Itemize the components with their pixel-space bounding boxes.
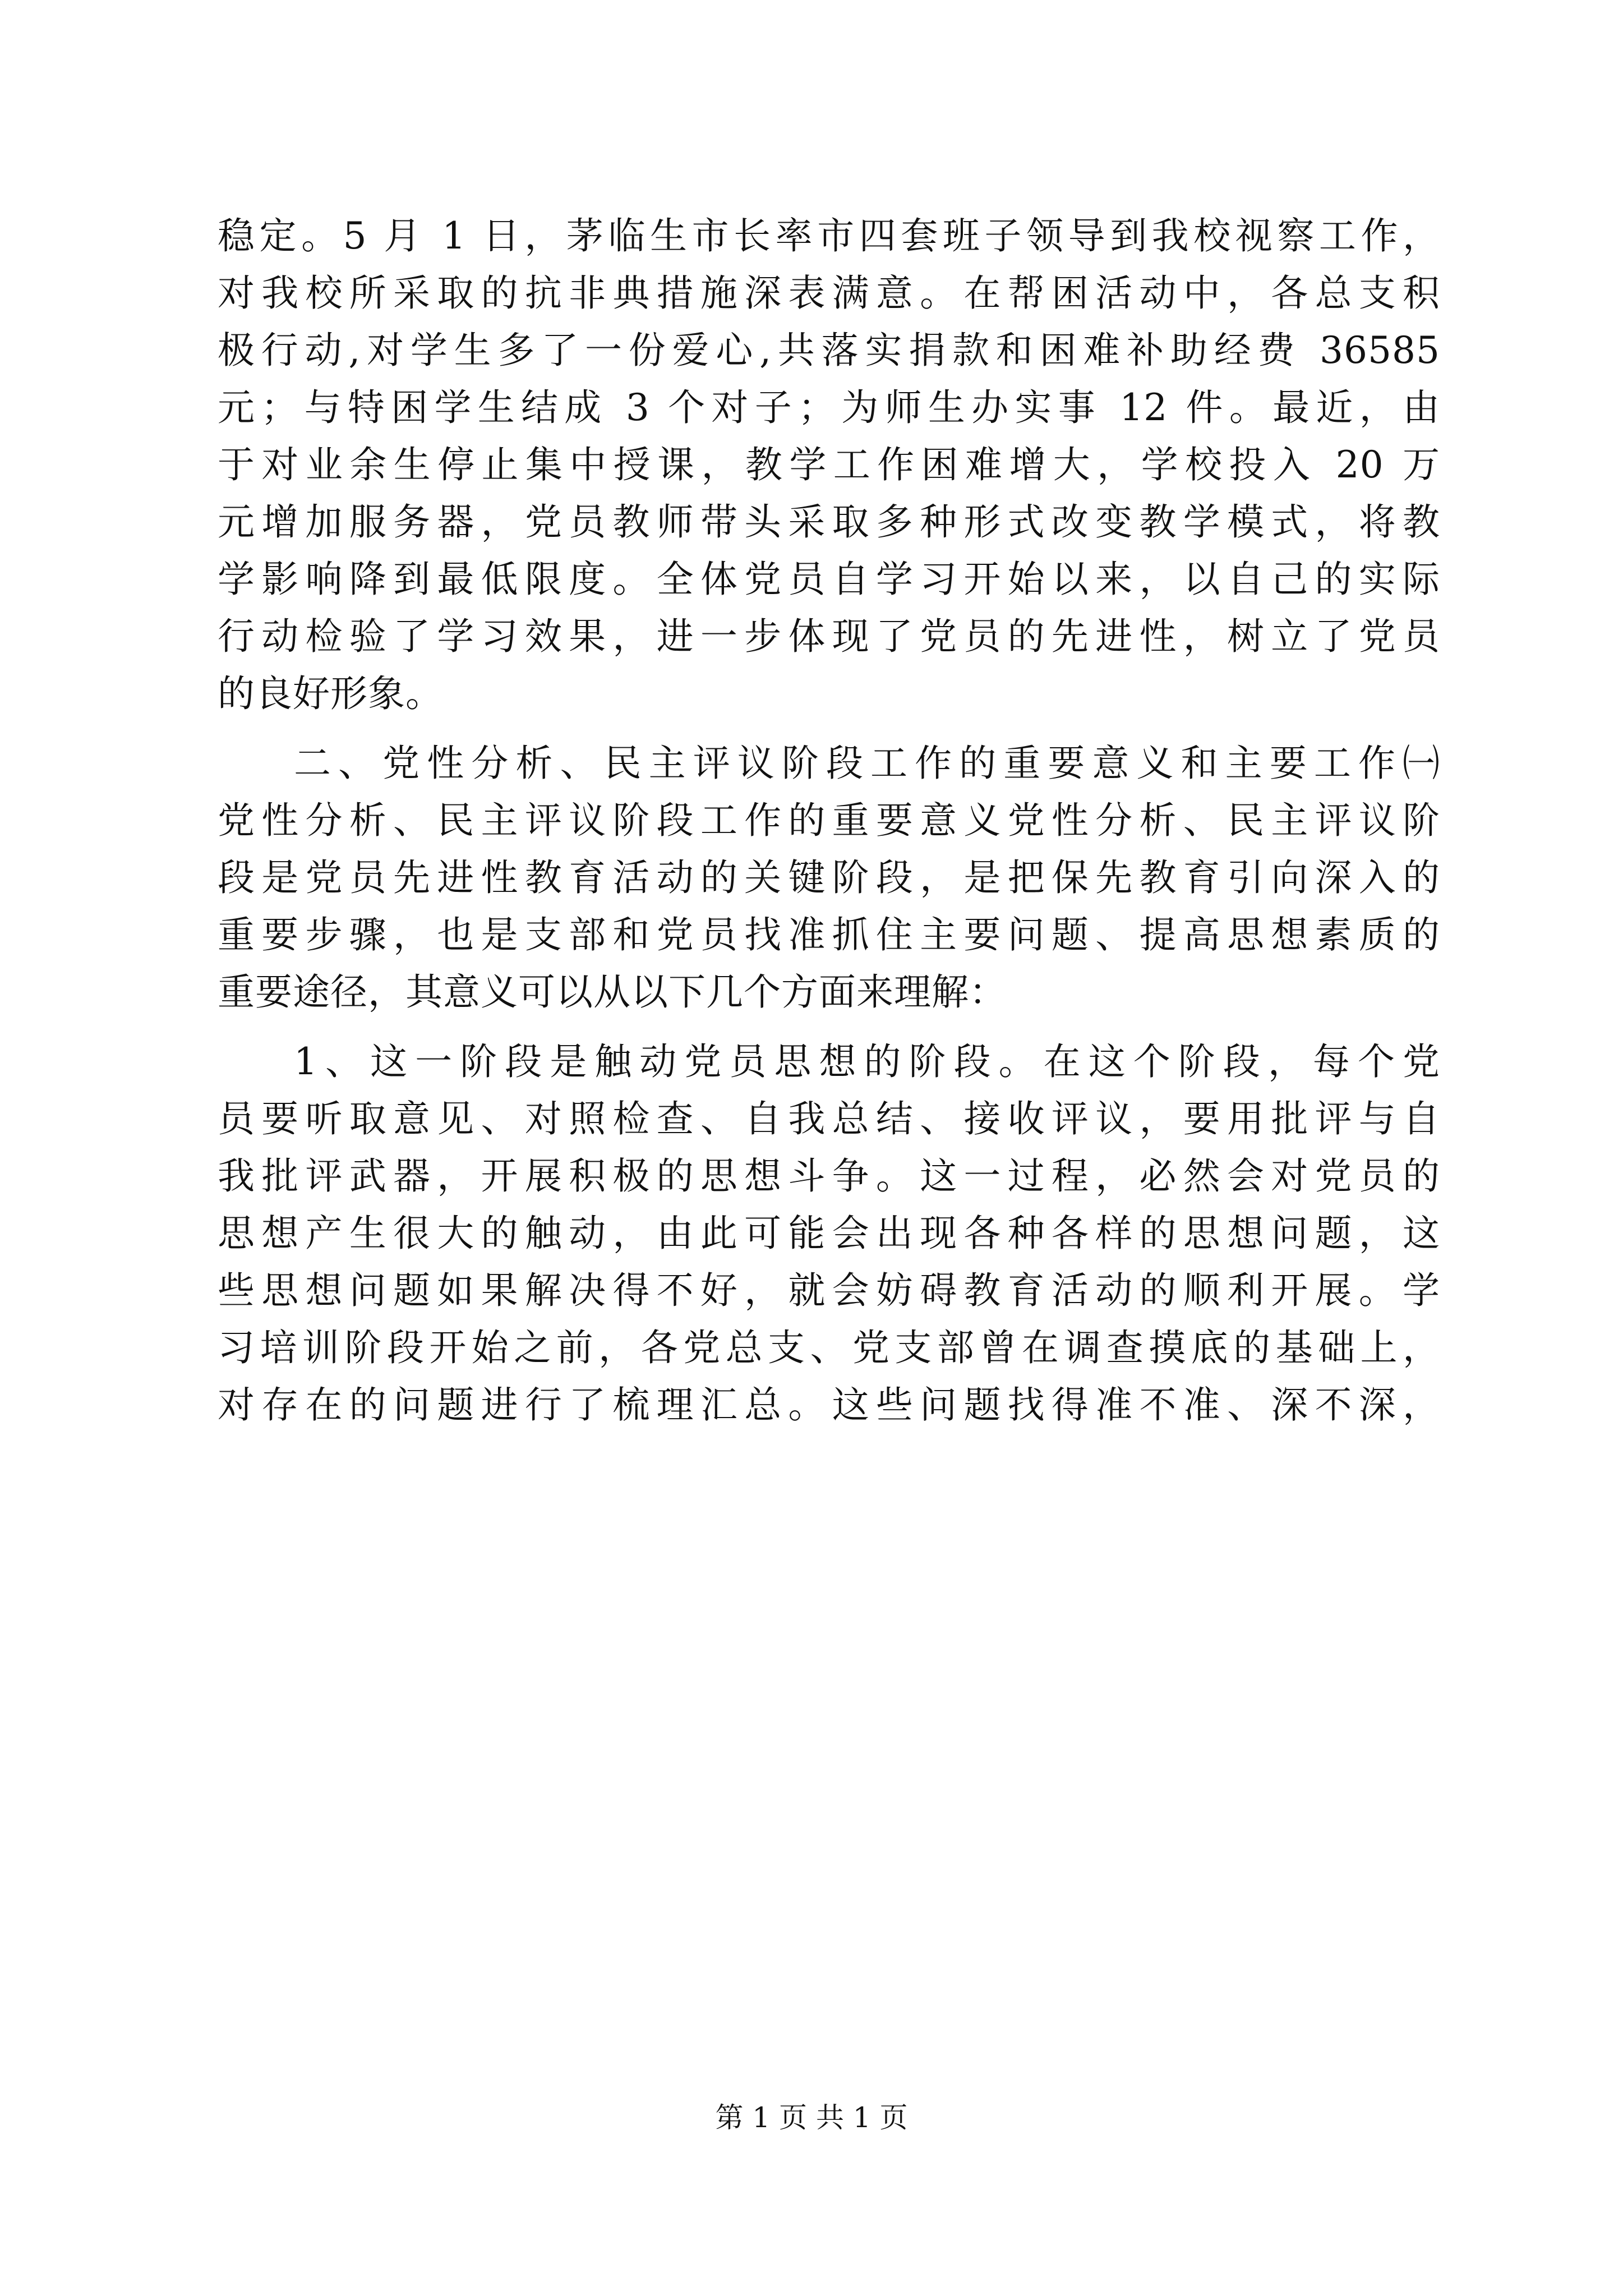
paragraph-1 [218,208,1440,723]
text-line: 稳定。5 月 1 日，茅临生市长率市四套班子领导到我校视察工作， [218,214,1440,257]
text-line: 重要步骤，也是支部和党员找准抓住主要问题、提高思想素质的 [218,913,1440,956]
text-line: 思想产生很大的触动，由此可能会出现各种各样的思想问题，这 [218,1212,1440,1255]
text-line: 党性分析、民主评议阶段工作的重要意义党性分析、民主评议阶 [218,799,1440,842]
text-line: 极行动,对学生多了一份爱心,共落实捐款和困难补助经费 36585 [218,329,1440,372]
text-line: 我批评武器，开展积极的思想斗争。这一过程，必然会对党员的 [218,1154,1440,1198]
text-line: 员要听取意见、对照检查、自我总结、接收评议，要用批评与自 [218,1097,1440,1140]
text-line: 些思想问题如果解决得不好，就会妨碍教育活动的顺利开展。学 [218,1269,1440,1312]
text-line: 重要途径，其意义可以从以下几个方面来理解： [218,970,1007,1014]
text-line: 元；与特困学生结成 3 个对子；为师生办实事 12 件。最近，由 [218,386,1440,429]
text-line: 习培训阶段开始之前，各党总支、党支部曾在调查摸底的基础上， [218,1326,1440,1369]
page-footer: 第 1 页 共 1 页 [715,2101,908,2134]
text-line: 的良好形象。 [218,672,443,715]
text-line: 段是党员先进性教育活动的关键阶段，是把保先教育引向深入的 [218,856,1440,899]
section-heading-line: 二、党性分析、民主评议阶段工作的重要意义和主要工作㈠ [294,742,1440,785]
document-body [218,208,1440,1434]
text-line: 行动检验了学习效果，进一步体现了党员的先进性，树立了党员 [218,615,1440,658]
text-line: 元增加服务器，党员教师带头采取多种形式改变教学模式，将教 [218,500,1440,544]
text-line: 于对业余生停止集中授课，教学工作困难增大，学校投入 20 万 [218,443,1440,486]
text-line: 对存在的问题进行了梳理汇总。这些问题找得准不准、深不深， [218,1383,1440,1427]
text-line: 对我校所采取的抗非典措施深表满意。在帮困活动中，各总支积 [218,272,1440,315]
text-line: 学影响降到最低限度。全体党员自学习开始以来，以自己的实际 [218,558,1440,601]
paragraph-2 [218,735,1440,1021]
paragraph-3 [218,1033,1440,1434]
text-line: 1、这一阶段是触动党员思想的阶段。在这个阶段，每个党 [294,1040,1440,1083]
